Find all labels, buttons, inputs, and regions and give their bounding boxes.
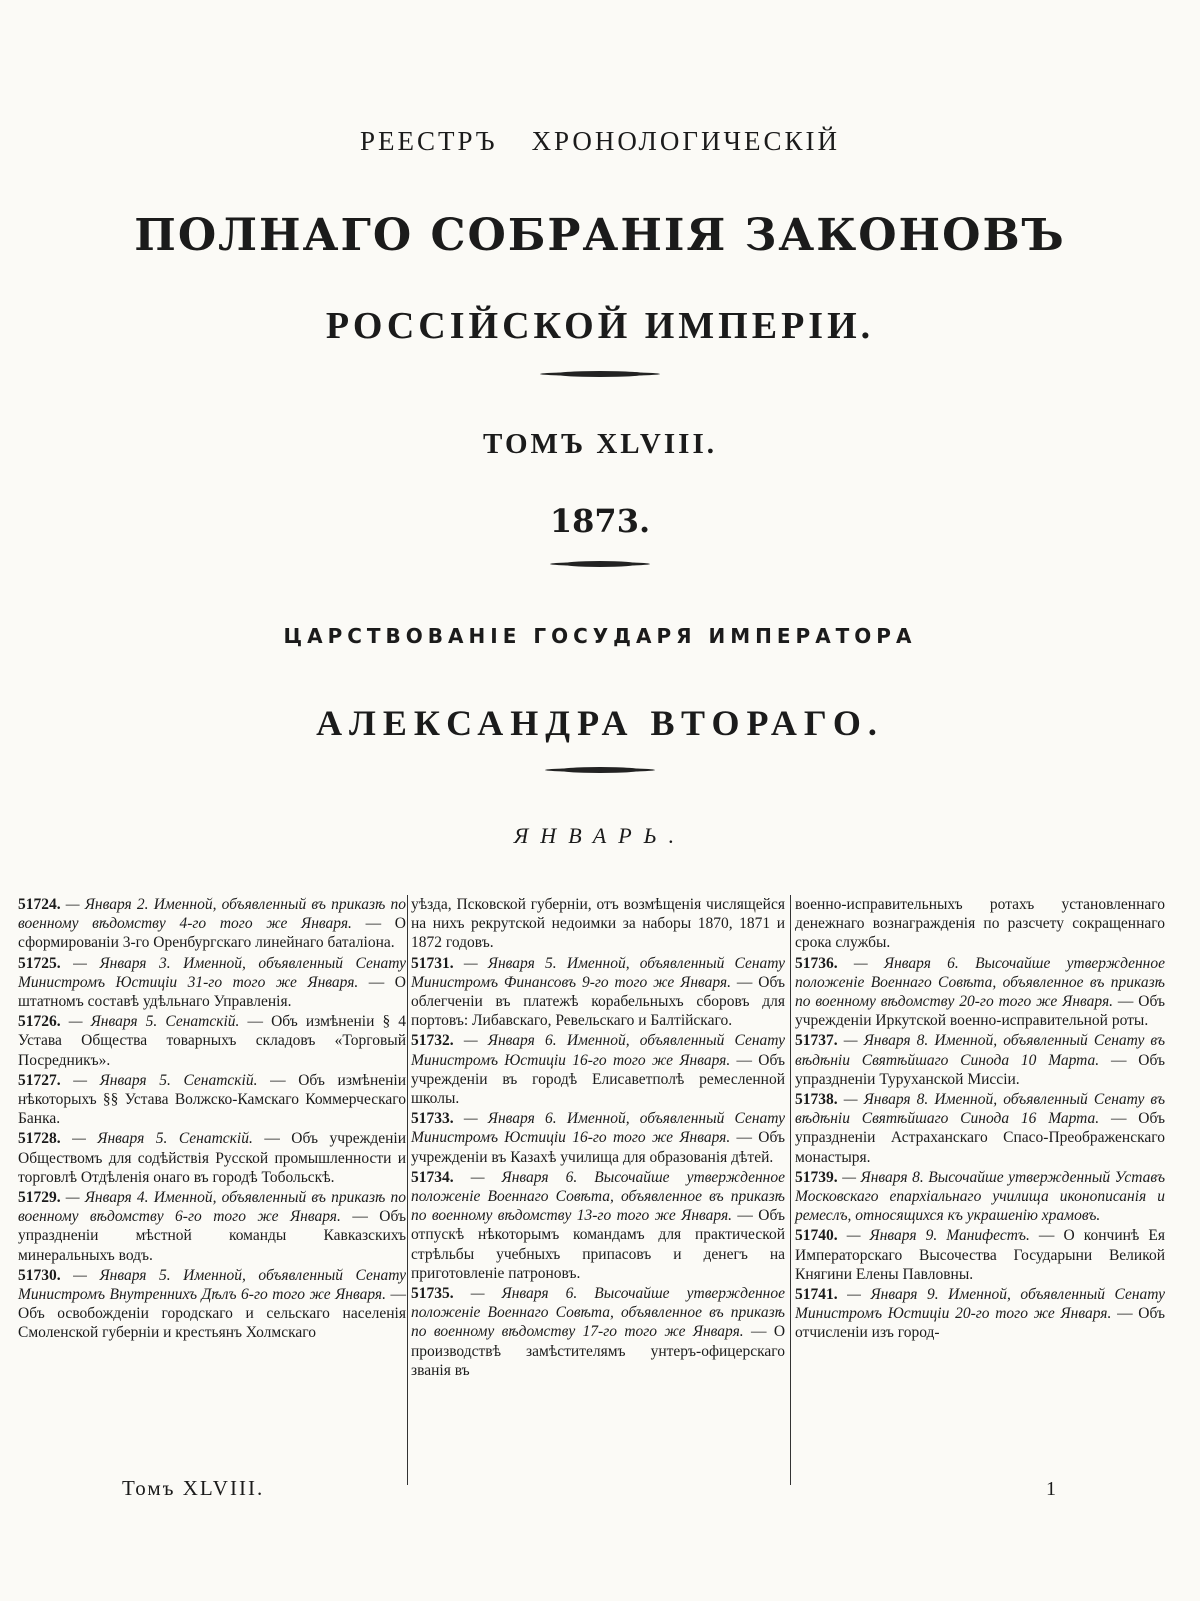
entry-number: 51739. xyxy=(795,1168,838,1186)
entry-number: 51741. xyxy=(795,1286,838,1304)
register-entry xyxy=(18,1071,406,1129)
register-entry xyxy=(18,1266,406,1343)
entry-date: — Января 8. xyxy=(842,1168,924,1186)
entry-number: 51726. xyxy=(18,1013,61,1031)
entry-number: 51737. xyxy=(795,1032,838,1050)
entry-number: 51729. xyxy=(18,1189,61,1207)
column-2 xyxy=(411,895,785,1381)
entry-text: — О сформированіи 3-го Оренбургскаго линейнаго баталіона. xyxy=(18,915,406,952)
entry-kind: Манифестъ. xyxy=(946,1227,1030,1245)
entry-kind: Сенатскій. xyxy=(165,1013,240,1031)
emperor-name: АЛЕКСАНДРА ВТОРАГО. xyxy=(316,703,884,743)
entry-kind: Высочайше утвержденное положеніе Военнаго Совѣта, объявленное въ приказѣ по военному вѣдомству 13-го того же Января. xyxy=(411,1168,786,1225)
tome-title: ТОМЪ XLVIII. xyxy=(482,428,717,460)
entry-text: — Объ учрежденіи Иркутской военно-исправительной роты. xyxy=(795,993,1165,1030)
year-title: 1873. xyxy=(549,502,651,540)
entry-date: — Января 5. xyxy=(73,1071,171,1089)
register-entry xyxy=(18,1129,406,1187)
register-entry xyxy=(795,1285,1165,1343)
register-entry xyxy=(411,1168,785,1283)
register-entry xyxy=(795,1168,1165,1226)
register-entry xyxy=(411,1031,785,1108)
entry-date: — Января 6. xyxy=(853,954,959,972)
entry-date: — Января 5. xyxy=(73,1266,171,1284)
register-entry xyxy=(18,895,406,953)
entry-date: — Января 9. xyxy=(846,1227,938,1245)
entry-number: 51734. xyxy=(411,1168,454,1186)
entry-text: — Объ облегченіи въ платежѣ корабельныхъ сборовъ для портовъ: Либавскаго, Ревельскаго и Балтійскаго. xyxy=(411,973,785,1030)
entry-date: — Января 2. xyxy=(65,896,149,913)
entry-kind: Именной, объявленный Сенату Министромъ Юстиціи 16-го того же Января. xyxy=(411,1110,785,1147)
entry-text: — О штатномъ составѣ удѣльнаго Управленія. xyxy=(18,973,406,1011)
entry-kind: Именной, объявленный Сенату Министромъ Юстиціи 31-го того же Января. xyxy=(18,954,406,991)
entry-kind: Именной, объявленный Сенату Министромъ Финансовъ 9-го того же Января. xyxy=(411,954,785,991)
entry-kind: Именной, объявленный Сенату въ вѣдѣніи Святѣйшаго Синода 16 Марта. xyxy=(795,1091,1165,1128)
divider-rule-1 xyxy=(540,372,660,376)
entry-number: 51724. xyxy=(18,896,61,913)
entry-kind: Именной, объявленный Сенату Министромъ Внутреннихъ Дѣлъ 6-го того же Января. xyxy=(18,1266,406,1304)
entry-kind: Сенатскій. xyxy=(178,1130,253,1148)
entry-date: — Января 6. xyxy=(463,1110,557,1128)
register-entry xyxy=(795,1031,1165,1089)
main-title: ПОЛНАГО СОБРАНІЯ ЗАКОНОВЪ xyxy=(134,210,1066,261)
registry-word-1: РЕЕСТРЪ xyxy=(359,126,498,156)
entry-date: — Января 5. xyxy=(463,954,557,972)
entry-number: 51733. xyxy=(411,1110,454,1128)
entry-text: — Объ упраздненіи Туруханской Миссіи. xyxy=(795,1051,1165,1088)
page-number: 1 xyxy=(1046,1478,1056,1500)
month-heading: ЯНВАРЬ. xyxy=(513,823,687,848)
entry-text: — Объ учрежденіи въ городѣ Елисаветполѣ ремесленной школы. xyxy=(411,1051,785,1108)
column-divider xyxy=(790,895,791,1485)
entry-date: — Января 6. xyxy=(470,1285,578,1303)
column-divider xyxy=(407,895,408,1485)
entry-number: 51730. xyxy=(18,1266,61,1284)
entry-date: — Января 5. xyxy=(72,1130,168,1148)
divider-rule-3 xyxy=(545,768,655,772)
entry-date: — Января 6. xyxy=(463,1032,557,1050)
entry-kind: Высочайше утвержденный Уставъ Московскаго епархіальнаго училища иконописанія и ремеслъ, относящихся къ украшенію храмовъ. xyxy=(795,1168,1165,1225)
entry-text: — О кончинѣ Ея Императорскаго Высочества Государыни Великой Княгини Елены Павловны. xyxy=(795,1227,1165,1283)
entry-text: военно-исправительныхъ ротахъ установленнаго денежнаго вознагражденія по разсчету сокращеннаго срока службы. xyxy=(795,896,1165,952)
entry-text: — Объ отпускѣ нѣкоторымъ командамъ для практической стрѣльбы учебныхъ припасовъ и денегъ на приготовленіе патроновъ. xyxy=(411,1207,785,1282)
footer-tome: Томъ XLVIII. xyxy=(122,1476,265,1500)
column-1 xyxy=(18,895,406,1344)
entry-number: 51735. xyxy=(411,1285,454,1303)
empire-title: РОССІЙСКОЙ ИМПЕРІИ. xyxy=(325,305,875,347)
entry-date: — Января 8. xyxy=(843,1091,929,1109)
entry-number: 51727. xyxy=(18,1071,61,1089)
entry-text: — Объ отчисленіи изъ город- xyxy=(795,1305,1165,1342)
entry-text: — Объ измѣненіи нѣкоторыхъ §§ Устава Волжско-Камскаго Коммерческаго Банка. xyxy=(18,1071,407,1128)
entry-kind: Именной, объявленный Сенату Министромъ Юстиціи 16-го того же Января. xyxy=(411,1032,785,1069)
register-entry xyxy=(795,895,1165,953)
entry-text: — Объ учрежденіи Обществомъ для содѣйствія Русской промышленности и торговлѣ Отдѣленія онаго въ городѣ Тобольскѣ. xyxy=(18,1130,406,1186)
entry-text: — Объ учрежденіи въ Казахѣ училища для образованія дѣтей. xyxy=(411,1129,785,1166)
entry-kind: Именной, объявленный Сенату въ вѣдѣніи Святѣйшаго Синода 10 Марта. xyxy=(795,1032,1165,1069)
column-3 xyxy=(795,895,1165,1344)
entry-text: уѣзда, Псковской губерніи, отъ возмѣщенія числящейся на нихъ рекрутской недоимки за наборы 1870, 1871 и 1872 годовъ. xyxy=(411,896,785,952)
entry-date: — Января 4. xyxy=(65,1189,149,1207)
reign-heading: ЦАРСТВОВАНІЕ ГОСУДАРЯ ИМПЕРАТОРА xyxy=(283,624,917,648)
register-entry xyxy=(18,954,406,1012)
entry-text: — Объ упраздненіи Астраханскаго Спасо-Преображенскаго монастыря. xyxy=(795,1110,1165,1166)
divider-rule-2 xyxy=(550,562,650,566)
entry-number: 51725. xyxy=(18,954,61,972)
entry-date: — Января 8. xyxy=(843,1032,929,1050)
entry-text: — О производствѣ замѣстителямъ унтеръ-офицерскаго званія въ xyxy=(411,1323,786,1379)
entry-date: — Января 6. xyxy=(470,1168,578,1186)
register-entry xyxy=(18,1188,406,1265)
registry-heading xyxy=(0,126,1200,157)
register-entry xyxy=(795,1226,1165,1284)
entry-date: — Января 5. xyxy=(68,1013,158,1031)
entry-text: — Объ освобожденіи городскаго и сельскаго населенія Смоленской губерніи и крестьянъ Холмскаго xyxy=(18,1286,406,1342)
register-entry xyxy=(411,1109,785,1167)
register-entry xyxy=(795,1090,1165,1167)
entry-date: — Января 9. xyxy=(847,1286,939,1304)
entry-kind: Именной, объявленный въ приказѣ по военному вѣдомству 6-го того же Января. xyxy=(18,1189,407,1226)
register-entry xyxy=(795,954,1165,1031)
entry-kind: Высочайше утвержденное положеніе Военнаго Совѣта, объявленное въ приказѣ по военному вѣдомству 20-го того же Января. xyxy=(795,954,1165,1011)
entry-number: 51732. xyxy=(411,1032,454,1050)
entry-number: 51731. xyxy=(411,954,454,972)
register-entry xyxy=(411,954,785,1031)
entry-date: — Января 3. xyxy=(73,954,171,972)
register-entry xyxy=(18,1012,406,1070)
entry-kind: Именной, объявленный Сенату Министромъ Юстиціи 20-го того же Января. xyxy=(795,1286,1165,1323)
entry-number: 51736. xyxy=(795,954,838,972)
entry-text: — Объ упраздненіи мѣстной команды Кавказскихъ минеральныхъ водъ. xyxy=(18,1208,406,1264)
entry-text: — Объ измѣненіи § 4 Устава Общества товарныхъ складовъ «Торговый Посредникъ». xyxy=(18,1013,407,1069)
entry-number: 51728. xyxy=(18,1130,61,1148)
entry-kind: Сенатскій. xyxy=(183,1071,258,1089)
entry-kind: Именной, объявленный въ приказѣ по военному вѣдомству 4-го того же Января. xyxy=(18,896,407,933)
registry-word-2: ХРОНОЛОГИЧЕСКІЙ xyxy=(531,126,841,156)
entry-number: 51738. xyxy=(795,1091,838,1109)
entry-kind: Высочайше утвержденное положеніе Военнаго Совѣта, объявленное въ приказѣ по военному вѣдомству 17-го того же Января. xyxy=(411,1285,786,1341)
entry-number: 51740. xyxy=(795,1227,838,1245)
register-entry xyxy=(411,895,785,953)
register-entry xyxy=(411,1284,785,1380)
